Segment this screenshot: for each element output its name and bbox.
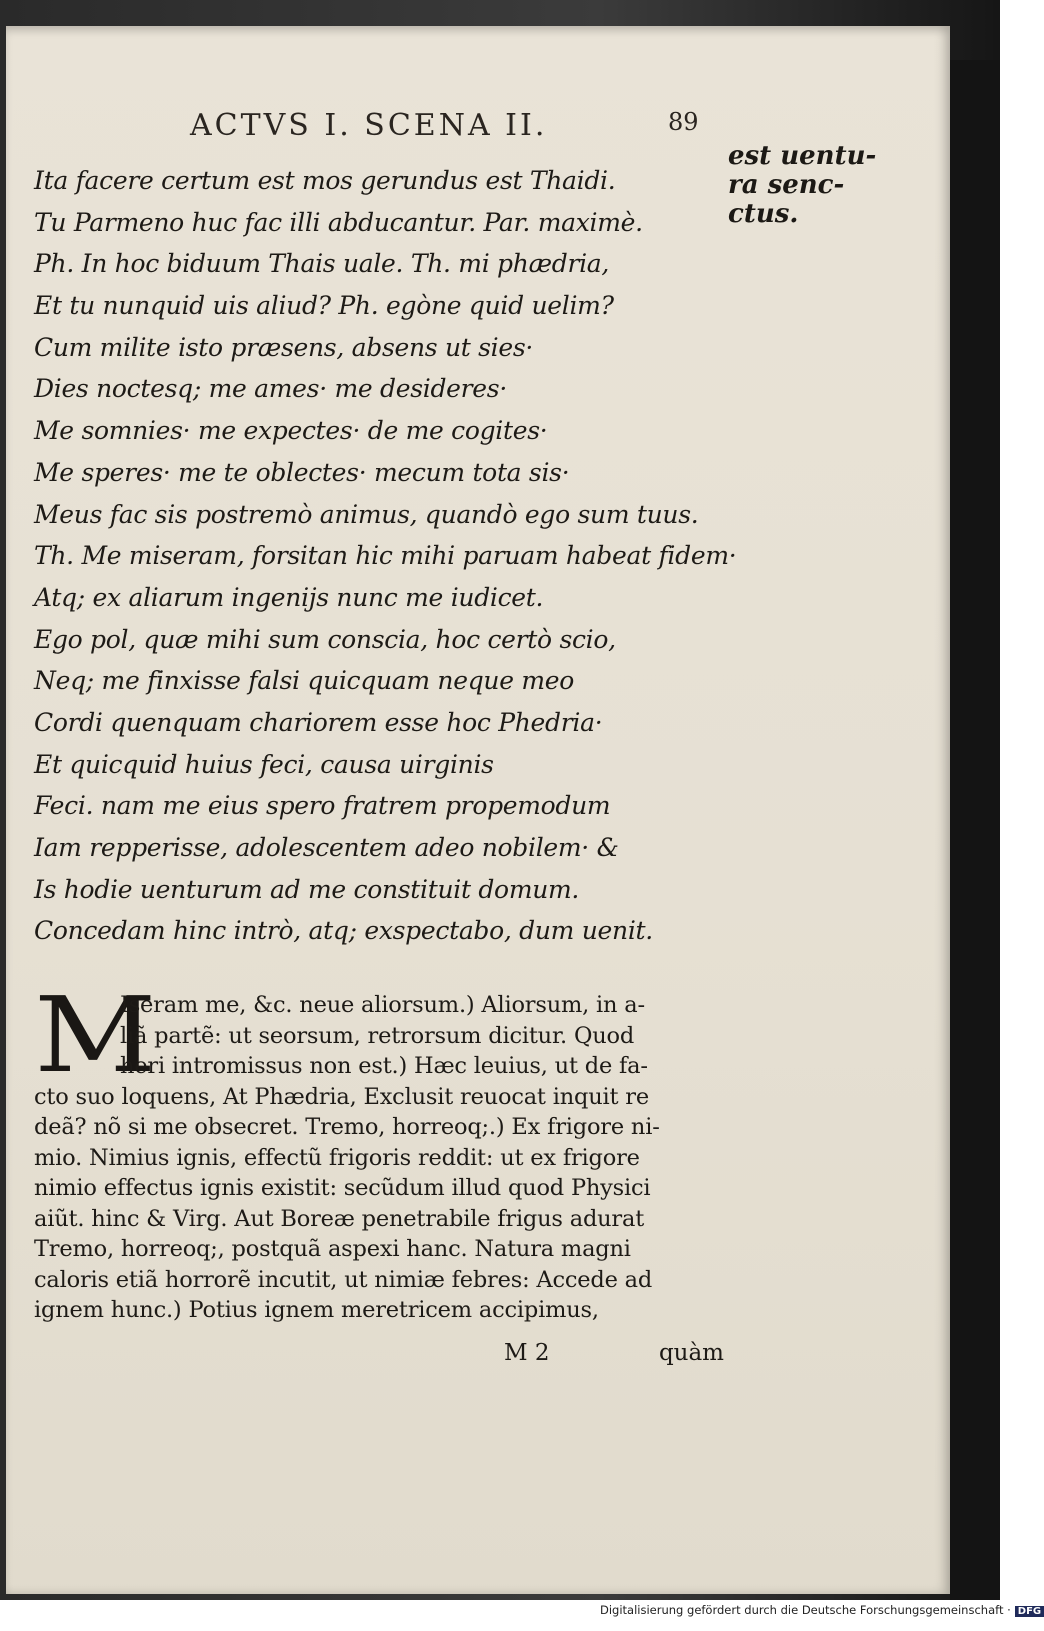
commentary-line: caloris etiã horrorẽ incutit, ut nimiæ febres: Accede ad [34, 1266, 653, 1293]
dfg-logo-icon: DFG [1015, 1606, 1044, 1617]
commentary-line: Tremo, horreoq;, postquã aspexi hanc. Natura magni [34, 1236, 631, 1262]
commentary-line: Iseram me, &c. neue aliorsum.) Aliorsum, in a- [120, 992, 645, 1018]
commentary-line: nimio effectus ignis existit: secũdum illud quod Physici [34, 1175, 651, 1201]
digitization-credit [600, 1603, 1042, 1623]
marginal-note-line: ctus. [728, 199, 799, 229]
verse-line: Feci. nam me eius spero fratrem propemodum [34, 791, 611, 821]
verse-line: Dies noctesq; me ames· me desideres· [34, 374, 507, 404]
commentary-line: aiũt. hinc & Virg. Aut Boreæ penetrabile frigus adurat [34, 1205, 645, 1232]
commentary-line: liã partẽ: ut seorsum, retrorsum dicitur. Quod [120, 1022, 635, 1049]
verse-line: Ita facere certum est mos gerundus est Thaidi. [34, 166, 616, 195]
marginal-note-line: ra senc- [728, 170, 845, 200]
verse-line: Cum milite isto præsens, absens ut sies· [34, 332, 534, 362]
verse-text [34, 160, 737, 952]
signature-mark: M 2 [504, 1340, 550, 1366]
initial-letter: M [34, 974, 157, 1096]
folio-number: 89 [668, 108, 699, 136]
verse-line: Cordi quenquam chariorem esse hoc Phedria· [34, 707, 603, 737]
scan-edge [950, 60, 1000, 1600]
marginal-note-line: est uentu- [728, 141, 877, 171]
verse-line: Et tu nunquid uis aliud? Ph. egòne quid uelim? [34, 291, 614, 321]
commentary-lines [34, 974, 724, 1326]
verse-line: Ego pol, quæ mihi sum conscia, hoc certò scio, [34, 624, 616, 654]
catchword: quàm [658, 1340, 724, 1366]
verse-line: Et quicquid huius feci, causa uirginis [34, 749, 494, 779]
verse-line: Is hodie uenturum ad me constituit domum. [34, 874, 580, 904]
verse-line: Th. Me miseram, forsitan hic mihi paruam habeat fidem· [34, 541, 737, 571]
verse-line: Me somnies· me expectes· de me cogites· [34, 416, 548, 446]
commentary-line: cto suo loquens, At Phædria, Exclusit reuocat inquit re [34, 1083, 649, 1110]
verse-line: Neq; me finxisse falsi quicquam neque meo [34, 666, 575, 696]
running-header [190, 108, 710, 148]
credit-text: Digitalisierung gefördert durch die Deutsche Forschungsgemeinschaft · [600, 1603, 1011, 1617]
verse-line: Tu Parmeno huc fac illi abducantur. Par. maximè. [34, 207, 643, 237]
commentary-line: mio. Nimius ignis, effectũ frigoris reddit: ut ex frigore [34, 1144, 640, 1171]
verse-line: Atq; ex aliarum ingenijs nunc me iudicet. [34, 582, 544, 612]
commentary-line: heri intromissus non est.) Hæc leuius, ut de fa- [120, 1053, 648, 1079]
verse-line: Meus fac sis postremò animus, quandò ego sum tuus. [34, 499, 699, 529]
verse-line: Me speres· me te oblectes· mecum tota sis· [34, 457, 570, 487]
commentary-line: ignem hunc.) Potius ignem meretricem accipimus, [34, 1297, 599, 1323]
running-title: ACTVS I. SCENA II. [190, 108, 548, 143]
commentary-line: deã? nõ si me obsecret. Tremo, horreoq;.) Ex frigore ni- [34, 1114, 660, 1140]
verse-line: Iam repperisse, adolescentem adeo nobilem· & [34, 833, 619, 862]
verse-line: Concedam hinc intrò, atq; exspectabo, dum uenit. [34, 916, 653, 946]
marginal-note [728, 142, 878, 229]
verse-line: Ph. In hoc biduum Thais uale. Th. mi phædria, [34, 249, 610, 279]
commentary-block [34, 974, 724, 1360]
page-foot [34, 1340, 724, 1374]
